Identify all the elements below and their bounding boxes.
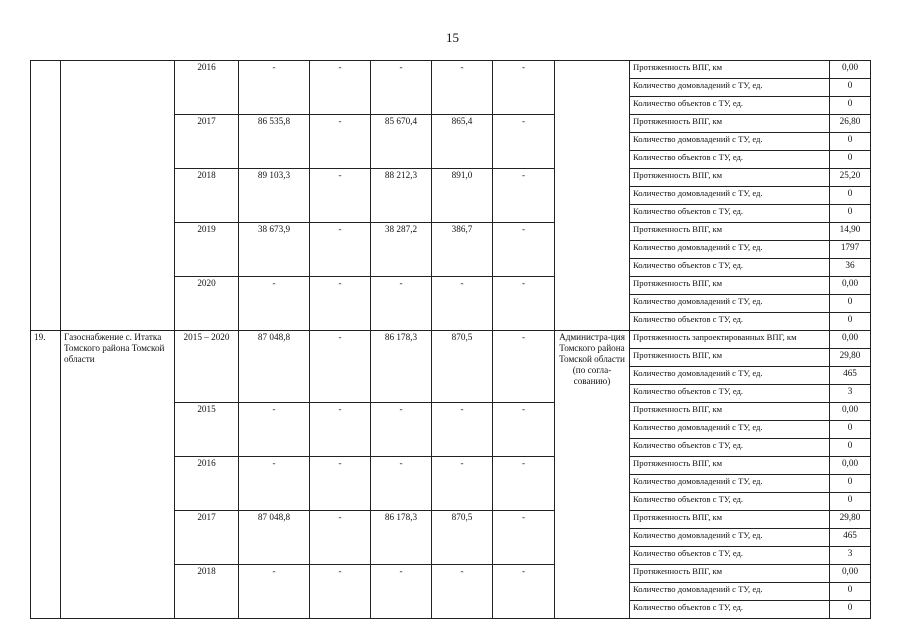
total-cell: 87 048,8 (239, 331, 310, 403)
year-cell: 2018 (175, 565, 239, 619)
year-cell: 2016 (175, 61, 239, 115)
indicator-label: Количество домовладений с ТУ, ед. (630, 367, 830, 385)
indicator-label: Протяженность ВПГ, км (630, 349, 830, 367)
indicator-value: 0 (830, 313, 871, 331)
indicator-label: Количество объектов с ТУ, ед. (630, 547, 830, 565)
indicator-label: Количество домовладений с ТУ, ед. (630, 79, 830, 97)
indicator-value: 29,80 (830, 511, 871, 529)
indicator-label: Протяженность ВПГ, км (630, 223, 830, 241)
responsible-cell: Администра-ция Томского района Томской области (по согла-сованию) (555, 331, 630, 619)
indicator-label: Количество домовладений с ТУ, ед. (630, 241, 830, 259)
indicator-value: 36 (830, 259, 871, 277)
extra-cell: - (493, 511, 555, 565)
indicator-label: Протяженность ВПГ, км (630, 277, 830, 295)
local-cell: 870,5 (432, 331, 493, 403)
local-cell: 386,7 (432, 223, 493, 277)
indicator-value: 0 (830, 601, 871, 619)
indicator-label: Количество объектов с ТУ, ед. (630, 385, 830, 403)
indicator-value: 0 (830, 439, 871, 457)
indicator-value: 0 (830, 133, 871, 151)
indicator-label: Количество объектов с ТУ, ед. (630, 205, 830, 223)
indicator-value: 0 (830, 97, 871, 115)
indicator-label: Протяженность ВПГ, км (630, 403, 830, 421)
indicator-label: Протяженность ВПГ, км (630, 61, 830, 79)
row-number (31, 61, 61, 331)
indicator-value: 0,00 (830, 457, 871, 475)
federal-cell: - (310, 169, 371, 223)
indicator-label: Протяженность ВПГ, км (630, 565, 830, 583)
local-cell: - (432, 277, 493, 331)
indicator-label: Количество домовладений с ТУ, ед. (630, 529, 830, 547)
indicator-label: Количество домовладений с ТУ, ед. (630, 583, 830, 601)
indicator-label: Количество объектов с ТУ, ед. (630, 259, 830, 277)
indicator-label: Количество домовладений с ТУ, ед. (630, 187, 830, 205)
local-cell: 865,4 (432, 115, 493, 169)
federal-cell: - (310, 565, 371, 619)
regional-cell: 38 287,2 (371, 223, 432, 277)
indicator-label: Протяженность ВПГ, км (630, 169, 830, 187)
indicator-label: Количество объектов с ТУ, ед. (630, 97, 830, 115)
indicator-label: Протяженность ВПГ, км (630, 457, 830, 475)
extra-cell: - (493, 457, 555, 511)
regional-cell: - (371, 277, 432, 331)
indicator-value: 0 (830, 583, 871, 601)
year-cell: 2016 (175, 457, 239, 511)
local-cell: 891,0 (432, 169, 493, 223)
indicator-label: Количество объектов с ТУ, ед. (630, 313, 830, 331)
indicator-label: Количество домовладений с ТУ, ед. (630, 421, 830, 439)
regional-cell: - (371, 403, 432, 457)
extra-cell: - (493, 565, 555, 619)
indicator-label: Количество домовладений с ТУ, ед. (630, 295, 830, 313)
indicator-label: Количество объектов с ТУ, ед. (630, 493, 830, 511)
total-cell: 38 673,9 (239, 223, 310, 277)
total-cell: - (239, 61, 310, 115)
year-cell: 2020 (175, 277, 239, 331)
table-row (31, 61, 871, 79)
extra-cell: - (493, 277, 555, 331)
indicator-value: 0,00 (830, 403, 871, 421)
indicator-value: 14,90 (830, 223, 871, 241)
total-cell: - (239, 277, 310, 331)
local-cell: - (432, 565, 493, 619)
regional-cell: 85 670,4 (371, 115, 432, 169)
year-cell: 2018 (175, 169, 239, 223)
indicator-value: 29,80 (830, 349, 871, 367)
page-number: 15 (446, 30, 459, 45)
regional-cell: - (371, 565, 432, 619)
federal-cell: - (310, 277, 371, 331)
indicator-value: 0 (830, 421, 871, 439)
indicator-value: 0 (830, 475, 871, 493)
indicator-value: 465 (830, 529, 871, 547)
year-cell: 2019 (175, 223, 239, 277)
object-name: Газоснабжение с. Итатка Томского района Томской области (61, 331, 175, 619)
indicator-value: 3 (830, 385, 871, 403)
indicator-value: 0,00 (830, 61, 871, 79)
year-cell: 2015 – 2020 (175, 331, 239, 403)
row-number: 19. (31, 331, 61, 619)
indicator-label: Количество объектов с ТУ, ед. (630, 601, 830, 619)
regional-cell: 86 178,3 (371, 511, 432, 565)
indicator-label: Протяженность запроектированных ВПГ, км (630, 331, 830, 349)
local-cell: - (432, 403, 493, 457)
total-cell: 87 048,8 (239, 511, 310, 565)
extra-cell: - (493, 331, 555, 403)
federal-cell: - (310, 403, 371, 457)
federal-cell: - (310, 61, 371, 115)
indicator-label: Протяженность ВПГ, км (630, 115, 830, 133)
indicator-value: 3 (830, 547, 871, 565)
object-name (61, 61, 175, 331)
federal-cell: - (310, 115, 371, 169)
regional-cell: 88 212,3 (371, 169, 432, 223)
total-cell: 89 103,3 (239, 169, 310, 223)
year-cell: 2017 (175, 115, 239, 169)
responsible-cell (555, 61, 630, 331)
indicator-label: Протяженность ВПГ, км (630, 511, 830, 529)
year-cell: 2015 (175, 403, 239, 457)
indicator-value: 26,80 (830, 115, 871, 133)
indicator-value: 0 (830, 79, 871, 97)
indicator-value: 0 (830, 151, 871, 169)
indicator-value: 0 (830, 205, 871, 223)
regional-cell: - (371, 61, 432, 115)
federal-cell: - (310, 511, 371, 565)
regional-cell: 86 178,3 (371, 331, 432, 403)
local-cell: - (432, 61, 493, 115)
indicator-label: Количество объектов с ТУ, ед. (630, 151, 830, 169)
indicator-value: 465 (830, 367, 871, 385)
indicator-value: 0,00 (830, 565, 871, 583)
federal-cell: - (310, 457, 371, 511)
indicator-value: 0 (830, 493, 871, 511)
extra-cell: - (493, 169, 555, 223)
indicator-value: 0 (830, 295, 871, 313)
regional-cell: - (371, 457, 432, 511)
table-row (31, 331, 871, 349)
federal-cell: - (310, 223, 371, 277)
local-cell: 870,5 (432, 511, 493, 565)
indicator-value: 0 (830, 187, 871, 205)
total-cell: - (239, 457, 310, 511)
indicator-label: Количество объектов с ТУ, ед. (630, 439, 830, 457)
indicator-value: 25,20 (830, 169, 871, 187)
extra-cell: - (493, 403, 555, 457)
extra-cell: - (493, 115, 555, 169)
indicator-label: Количество домовладений с ТУ, ед. (630, 133, 830, 151)
extra-cell: - (493, 61, 555, 115)
indicator-value: 1797 (830, 241, 871, 259)
total-cell: - (239, 565, 310, 619)
program-table (30, 60, 871, 619)
indicator-value: 0,00 (830, 331, 871, 349)
indicator-value: 0,00 (830, 277, 871, 295)
extra-cell: - (493, 223, 555, 277)
indicator-label: Количество домовладений с ТУ, ед. (630, 475, 830, 493)
total-cell: 86 535,8 (239, 115, 310, 169)
federal-cell: - (310, 331, 371, 403)
total-cell: - (239, 403, 310, 457)
year-cell: 2017 (175, 511, 239, 565)
local-cell: - (432, 457, 493, 511)
